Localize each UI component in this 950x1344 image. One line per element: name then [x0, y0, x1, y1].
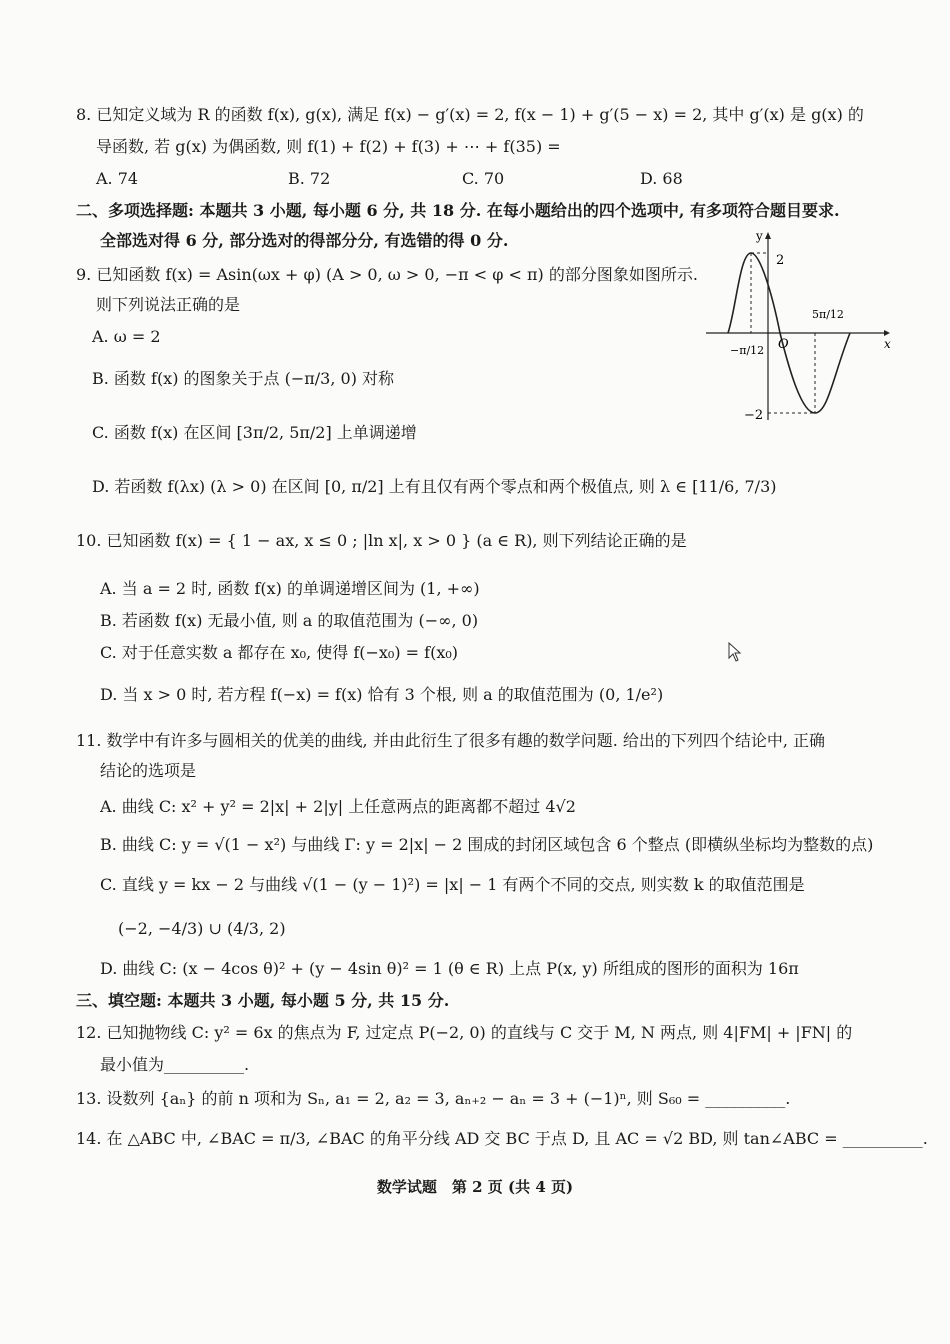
- q10-option-d: D. 当 x > 0 时, 若方程 f(−x) = f(x) 恰有 3 个根, 则 a 的取值范围为 (0, 1/e²): [100, 685, 664, 704]
- q11-option-c-range: (−2, −4/3) ∪ (4/3, 2): [118, 919, 286, 938]
- q10-option-b: B. 若函数 f(x) 无最小值, 则 a 的取值范围为 (−∞, 0): [100, 611, 479, 630]
- section2-instructions: 全部选对得 6 分, 部分选对的得部分分, 有选错的得 0 分.: [100, 231, 509, 250]
- section3-heading: 三、填空题: 本题共 3 小题, 每小题 5 分, 共 15 分.: [76, 991, 450, 1010]
- q12-stem: 12. 已知抛物线 C: y² = 6x 的焦点为 F, 过定点 P(−2, 0) 的直线与 C 交于 M, N 两点, 则 4|FM| + |FN| 的: [76, 1023, 853, 1042]
- q8-option-b: B. 72: [288, 169, 331, 188]
- q11-option-b: B. 曲线 C: y = √(1 − x²) 与曲线 Γ: y = 2|x| − 2 围成的封闭区域包含 6 个整点 (即横纵坐标均为整数的点): [100, 835, 874, 854]
- q9-stem-2: 则下列说法正确的是: [96, 295, 241, 314]
- q9-option-b: B. 函数 f(x) 的图象关于点 (−π/3, 0) 对称: [92, 369, 395, 388]
- section2-heading: 二、多项选择题: 本题共 3 小题, 每小题 6 分, 共 18 分. 在每小题给出的四个选项中, 有多项符合题目要求.: [76, 201, 840, 220]
- min-x-label: 5π/12: [812, 308, 844, 321]
- q10-option-a: A. 当 a = 2 时, 函数 f(x) 的单调递增区间为 (1, +∞): [100, 579, 480, 598]
- q11-option-a: A. 曲线 C: x² + y² = 2|x| + 2|y| 上任意两点的距离都不超过 4√2: [100, 797, 576, 816]
- q11-stem: 11. 数学中有许多与圆相关的优美的曲线, 并由此衍生了很多有趣的数学问题. 给出的下列四个结论中, 正确: [76, 731, 826, 750]
- q9-sine-graph: [700, 226, 900, 426]
- q13-stem: 13. 设数列 {aₙ} 的前 n 项和为 Sₙ, a₁ = 2, a₂ = 3, aₙ₊₂ − aₙ = 3 + (−1)ⁿ, 则 S₆₀ = __________.: [76, 1089, 791, 1108]
- q10-stem: 10. 已知函数 f(x) = { 1 − ax, x ≤ 0 ; |ln x|, x > 0 } (a ∈ R), 则下列结论正确的是: [76, 531, 687, 550]
- q11-stem-2: 结论的选项是: [100, 761, 197, 780]
- q8-option-c: C. 70: [462, 169, 505, 188]
- q11-option-d: D. 曲线 C: (x − 4cos θ)² + (y − 4sin θ)² = 1 (θ ∈ R) 上点 P(x, y) 所组成的图形的面积为 16π: [100, 959, 799, 978]
- max-value-label: 2: [776, 253, 785, 268]
- q8-line2: 导函数, 若 g(x) 为偶函数, 则 f(1) + f(2) + f(3) + ⋯ + f(35) =: [96, 137, 561, 156]
- q12-answer-line: 最小值为__________.: [100, 1055, 250, 1074]
- q8-line1: 8. 已知定义域为 R 的函数 f(x), g(x), 满足 f(x) − g′(x) = 2, f(x − 1) + g′(5 − x) = 2, 其中 g′(x) 是 g(x) 的: [76, 105, 864, 124]
- q11-option-c: C. 直线 y = kx − 2 与曲线 √(1 − (y − 1)²) = |x| − 1 有两个不同的交点, 则实数 k 的取值范围是: [100, 875, 805, 894]
- zero-point-label: −π/12: [730, 344, 765, 357]
- q9-option-a: A. ω = 2: [92, 327, 161, 346]
- q8-option-a: A. 74: [96, 169, 139, 188]
- y-axis-arrow: [765, 232, 771, 239]
- q10-option-c: C. 对于任意实数 a 都存在 x₀, 使得 f(−x₀) = f(x₀): [100, 643, 459, 662]
- page-footer: 数学试题 第 2 页 (共 4 页): [376, 1178, 574, 1196]
- q9-stem: 9. 已知函数 f(x) = Asin(ωx + φ) (A > 0, ω > 0, −π < φ < π) 的部分图象如图所示.: [76, 265, 698, 284]
- q9-option-d: D. 若函数 f(λx) (λ > 0) 在区间 [0, π/2] 上有且仅有两个零点和两个极值点, 则 λ ∈ [11/6, 7/3): [92, 477, 777, 496]
- mouse-pointer-icon: [728, 642, 742, 662]
- q8-option-d: D. 68: [640, 169, 683, 188]
- x-axis-label: x: [884, 337, 891, 351]
- x-axis-arrow: [884, 330, 890, 336]
- min-value-label: −2: [744, 408, 764, 423]
- q9-option-c: C. 函数 f(x) 在区间 [3π/2, 5π/2] 上单调递增: [92, 423, 417, 442]
- q14-stem: 14. 在 △ABC 中, ∠BAC = π/3, ∠BAC 的角平分线 AD 交 BC 于点 D, 且 AC = √2 BD, 则 tan∠ABC = __________.: [76, 1129, 928, 1148]
- origin-label: O: [778, 337, 789, 352]
- y-axis-label: y: [756, 229, 763, 243]
